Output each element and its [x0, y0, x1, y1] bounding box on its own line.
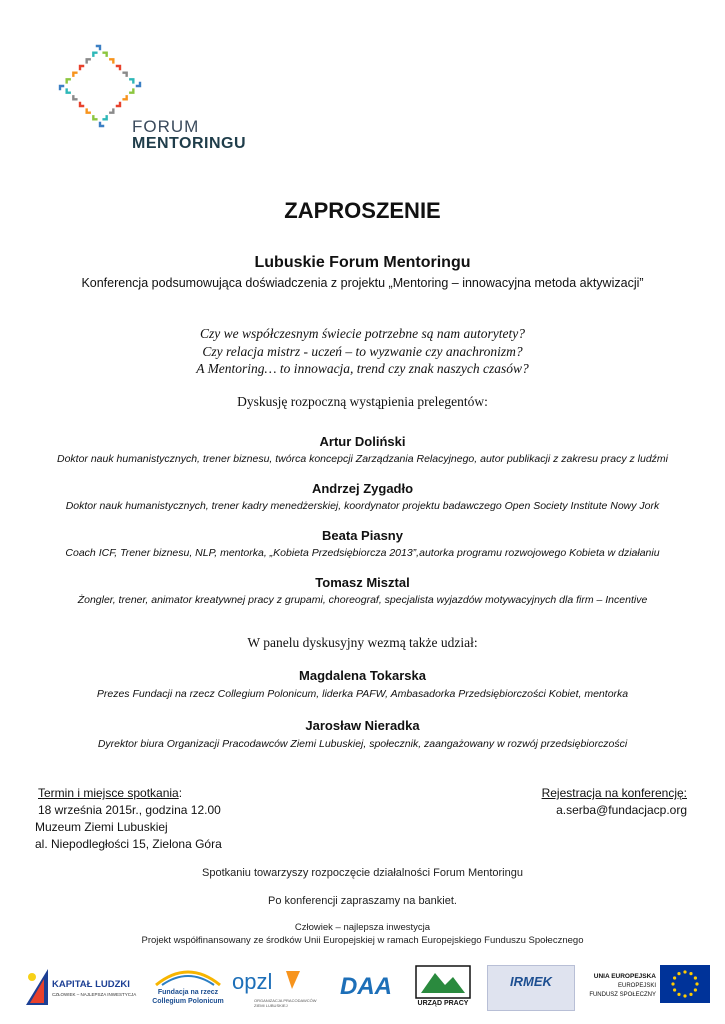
logo-chevron: [122, 71, 128, 77]
logo-chevron: [129, 88, 135, 94]
logo-chevron: [78, 102, 84, 108]
logo-chevron: [85, 108, 91, 114]
motto: Człowiek – najlepsza inwestycja: [294, 922, 431, 933]
eu-star: [673, 988, 676, 991]
urzad-pracy-logo: URZĄD PRACY: [415, 965, 471, 1009]
irmek-logo: IRMEK: [487, 965, 575, 1011]
panelist-name: Jarosław Nieradka: [305, 718, 420, 733]
opzl-mark-icon: [284, 969, 302, 991]
speaker-name: Artur Doliński: [319, 434, 406, 449]
eu-star: [683, 970, 686, 973]
question-line: Czy we współczesnym świecie potrzebne są nam autorytety?: [199, 326, 526, 341]
eu-star: [694, 976, 697, 979]
logo-chevron: [129, 77, 135, 83]
logo-chevron: [116, 64, 122, 70]
logo-chevron: [65, 88, 71, 94]
logo-chevron: [85, 57, 91, 63]
eu-star: [671, 982, 674, 985]
speakers-intro: Dyskusję rozpoczną wystąpienia prelegentów:: [237, 394, 488, 409]
logo-text-mentoringu: MENTORINGU: [132, 135, 247, 152]
eu-star: [689, 993, 692, 996]
panelist-description: Prezes Fundacji na rzecz Collegium Polonicum, liderka PAFW, Ambasadorka Przedsiębiorczości Kobiet, mentorka: [96, 688, 629, 700]
eu-star: [689, 972, 692, 975]
sun-arc-icon: [152, 965, 224, 987]
registration-label: Rejestracja na konferencję:: [541, 786, 687, 800]
cofinancing-note: Projekt współfinansowany ze środków Unii Europejskiej w ramach Europejskiego Funduszu Społecznego: [141, 935, 584, 946]
logo-text-forum: FORUM: [132, 117, 200, 136]
logo-chevron: [91, 115, 97, 121]
venue-date: 18 września 2015r., godzina 12.00: [38, 803, 221, 817]
unia-europejska-logo: UNIA EUROPEJSKA EUROPEJSKI FUNDUSZ SPOŁECZNY: [588, 965, 713, 1009]
logo-chevron: [58, 84, 64, 90]
logo-chevron: [65, 77, 71, 83]
panelist-name: Magdalena Tokarska: [299, 668, 426, 683]
eu-star: [677, 972, 680, 975]
forum-launch-note: Spotkaniu towarzyszy rozpoczęcie działalności Forum Mentoringu: [202, 867, 523, 879]
urzad-pracy-icon: [415, 965, 471, 999]
eu-star: [677, 993, 680, 996]
eu-flag-icon: [660, 965, 710, 1003]
eu-star: [695, 982, 698, 985]
kapital-ludzki-icon: [22, 965, 52, 1009]
panelist-description: Dyrektor biura Organizacji Pracodawców Ziemi Lubuskiej, społecznik, zaangażowany w rozwój przedsiębiorczości: [97, 738, 628, 750]
conference-description: Konferencja podsumowująca doświadczenia z projektu „Mentoring – innowacyjna metoda aktywizacji”: [81, 276, 644, 290]
venue-address: al. Niepodległości 15, Zielona Góra: [35, 837, 222, 851]
logo-chevron: [71, 95, 77, 101]
logo-chevron: [102, 51, 108, 57]
logo-chevron: [98, 122, 104, 128]
eu-star: [683, 994, 686, 997]
question-line: Czy relacja mistrz - uczeń – to wyzwanie czy anachronizm?: [202, 344, 523, 359]
logo-chevron: [109, 108, 115, 114]
logo-chevron: [136, 82, 142, 88]
opzl-logo: opzl ORGANIZACJA PRACODAWCÓW ZIEMI LUBUSKIEJ: [232, 969, 317, 1008]
logo-chevron: [78, 64, 84, 70]
fundacja-collegium-polonicum-logo: Fundacja na rzecz Collegium Polonicum: [152, 965, 224, 1009]
invitation-title: ZAPROSZENIE: [284, 198, 441, 223]
eu-star: [673, 976, 676, 979]
logo-chevron: [109, 57, 115, 63]
registration-email-link[interactable]: a.serba@fundacjacp.org: [556, 803, 687, 817]
speaker-description: Żongler, trener, animator kreatywnej pracy z grupami, choreograf, specjalista wyjazdów motywacyjnych dla firm – Incentive: [77, 594, 648, 606]
speaker-name: Beata Piasny: [322, 528, 403, 543]
banquet-note: Po konferencji zapraszamy na bankiet.: [268, 895, 457, 907]
speaker-description: Coach ICF, Trener biznesu, NLP, mentorka, „Kobieta Przedsiębiorcza 2013”,autorka programu rozwojowego Kobieta w działaniu: [65, 547, 660, 559]
speaker-name: Andrzej Zygadło: [311, 481, 414, 496]
speaker-description: Doktor nauk humanistycznych, trener biznesu, twórca koncepcji Zarządzania Relacyjnego, autor publikacji z zakresu pracy z ludźmi: [56, 453, 669, 465]
logo-chevron: [96, 44, 102, 50]
speaker-name: Tomasz Misztal: [315, 575, 410, 590]
logo-chevron: [116, 102, 122, 108]
logo-chevron: [91, 51, 97, 57]
venue-label: Termin i miejsce spotkania:: [38, 786, 183, 800]
question-line: A Mentoring… to innowacja, trend czy znak naszych czasów?: [196, 361, 529, 376]
venue-place: Muzeum Ziemi Lubuskiej: [35, 820, 168, 834]
panel-intro: W panelu dyskusyjny wezmą także udział:: [247, 635, 478, 650]
kapital-ludzki-logo: KAPITAŁ LUDZKI CZŁOWIEK – NAJLEPSZA INWESTYCJA: [22, 965, 144, 1009]
daa-logo: DAA: [340, 973, 392, 1000]
logo-chevron: [122, 95, 128, 101]
logo-chevron: [71, 71, 77, 77]
logo-chevron: [102, 115, 108, 121]
speaker-description: Doktor nauk humanistycznych, trener kadry menedżerskiej, koordynator projektu badawczego Open Society Institute Nowy Jork: [65, 500, 660, 512]
eu-star: [694, 988, 697, 991]
event-name: Lubuskie Forum Mentoringu: [254, 254, 471, 271]
